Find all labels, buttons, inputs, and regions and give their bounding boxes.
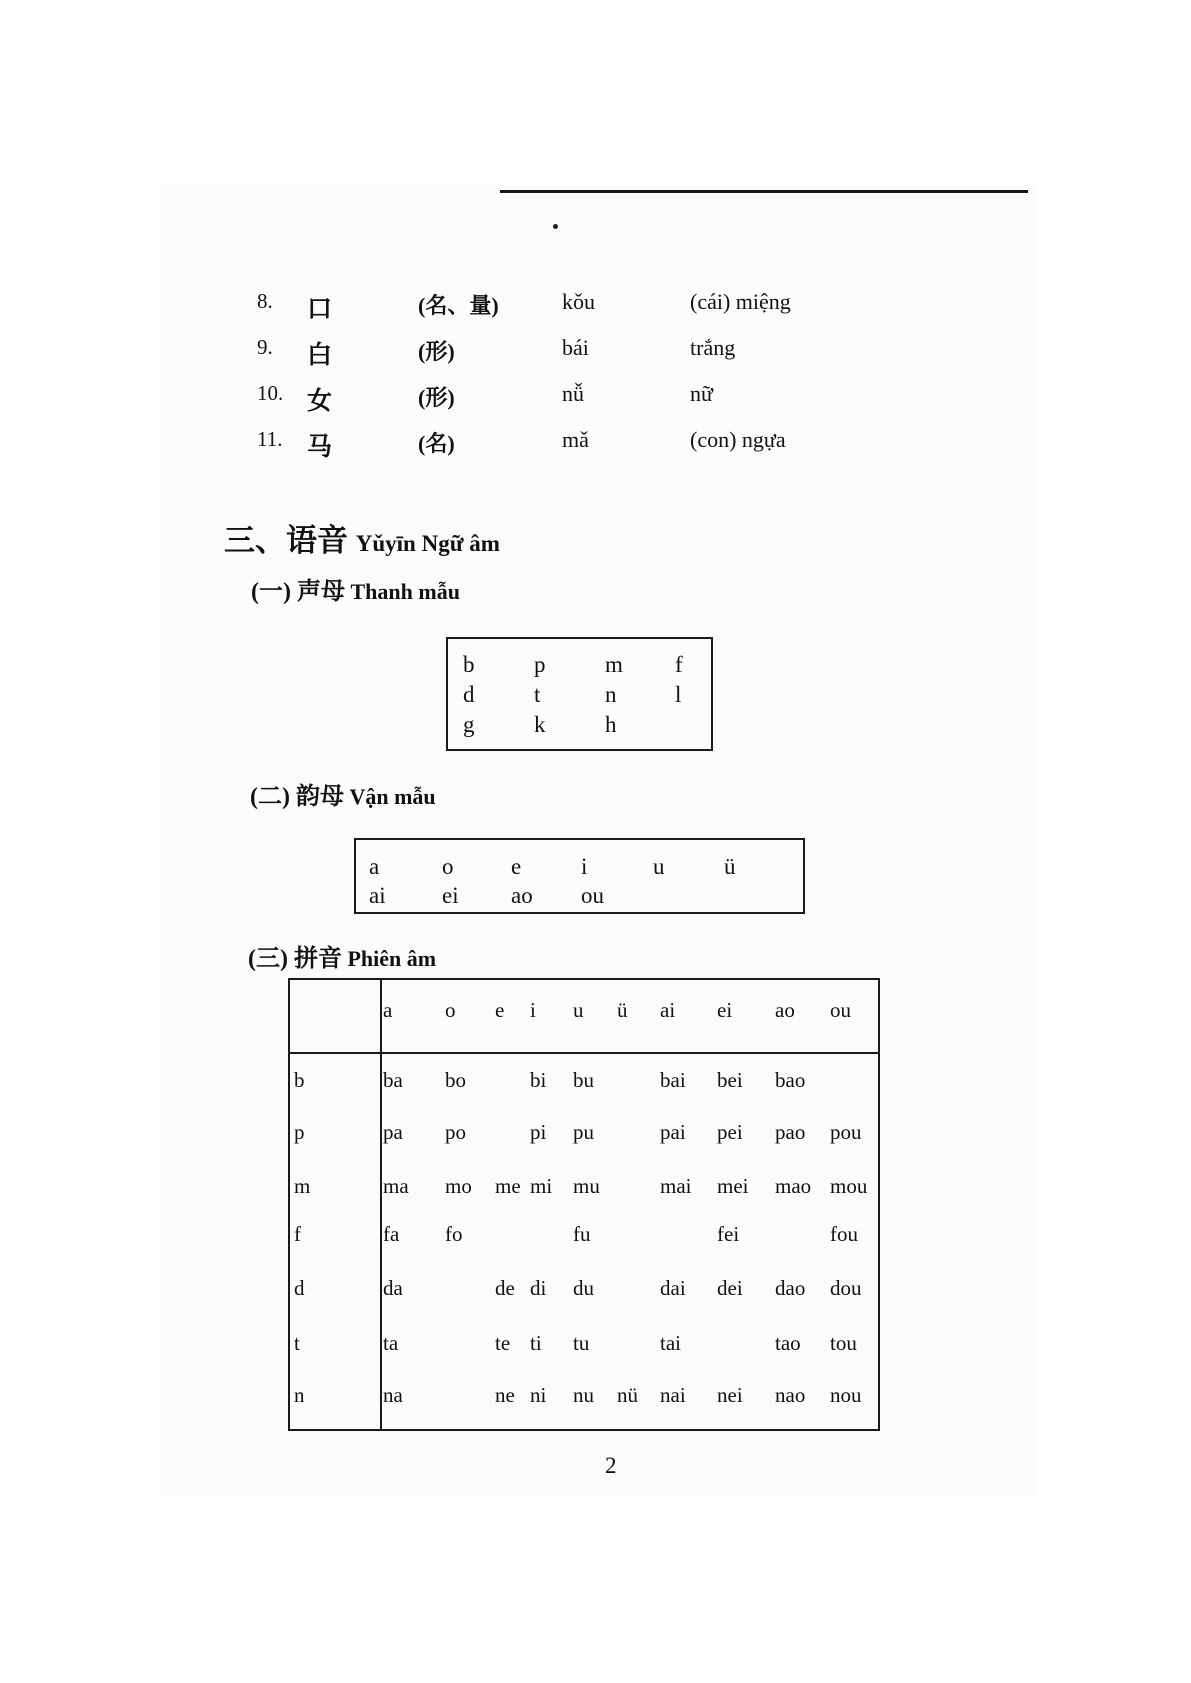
vocab-part-of-speech: (名) bbox=[418, 431, 455, 456]
table-divider bbox=[380, 980, 382, 1429]
top-rule bbox=[500, 190, 1028, 193]
syllable-cell: nai bbox=[660, 1383, 686, 1407]
syllable-cell: mu bbox=[573, 1174, 600, 1198]
final: ü bbox=[724, 854, 736, 879]
pinyin-heading-chinese: (三) 拼音 bbox=[248, 946, 342, 972]
syllable-cell: da bbox=[383, 1276, 403, 1300]
vocab-meaning: trắng bbox=[690, 335, 736, 360]
syllable-cell: po bbox=[445, 1120, 466, 1144]
syllable-cell: pa bbox=[383, 1120, 403, 1144]
initials-heading-latin: Thanh mẫu bbox=[350, 579, 460, 604]
syllable-cell: di bbox=[530, 1276, 547, 1300]
syllable-cell: bei bbox=[717, 1068, 743, 1092]
row-initial: f bbox=[294, 1222, 301, 1246]
syllable-cell: nao bbox=[775, 1383, 806, 1407]
final: ei bbox=[442, 883, 459, 908]
speck bbox=[553, 224, 558, 229]
syllable-cell: ne bbox=[495, 1383, 515, 1407]
syllable-cell: ma bbox=[383, 1174, 409, 1198]
initials-heading-chinese: (一) 声母 bbox=[251, 579, 345, 605]
row-initial: m bbox=[294, 1174, 311, 1198]
vocab-row bbox=[0, 381, 1191, 421]
syllable-cell: bai bbox=[660, 1068, 686, 1092]
syllable-cell: mao bbox=[775, 1174, 812, 1198]
syllable-cell: mi bbox=[530, 1174, 553, 1198]
syllable-cell: mou bbox=[830, 1174, 868, 1198]
syllable-cell: dao bbox=[775, 1276, 806, 1300]
column-header: ai bbox=[660, 998, 676, 1022]
syllable-cell: mai bbox=[660, 1174, 692, 1198]
syllable-cell: ti bbox=[530, 1331, 542, 1355]
syllable-cell: tao bbox=[775, 1331, 801, 1355]
syllable-cell: tu bbox=[573, 1331, 590, 1355]
syllable-cell: na bbox=[383, 1383, 403, 1407]
final: u bbox=[653, 854, 665, 879]
initial: f bbox=[675, 652, 683, 677]
final: e bbox=[511, 854, 522, 879]
page-number: 2 bbox=[605, 1453, 617, 1478]
syllable-cell: ta bbox=[383, 1331, 399, 1355]
vocab-part-of-speech: (形) bbox=[418, 339, 455, 364]
vocab-character: 白 bbox=[307, 342, 333, 369]
vocab-meaning: (cái) miệng bbox=[690, 289, 791, 314]
syllable-cell: pou bbox=[830, 1120, 862, 1144]
syllable-cell: dei bbox=[717, 1276, 743, 1300]
row-initial: d bbox=[294, 1276, 305, 1300]
syllable-cell: nu bbox=[573, 1383, 594, 1407]
initial: l bbox=[675, 682, 682, 707]
initial: h bbox=[605, 712, 617, 737]
vocab-number: 11. bbox=[257, 427, 283, 451]
pinyin-heading-latin: Phiên âm bbox=[347, 946, 437, 971]
column-header: ao bbox=[775, 998, 795, 1022]
column-header: i bbox=[530, 998, 536, 1022]
final: o bbox=[442, 854, 454, 879]
finals-heading bbox=[250, 776, 436, 811]
vocab-row bbox=[0, 427, 1191, 467]
syllable-cell: fou bbox=[830, 1222, 858, 1246]
vocab-character: 马 bbox=[307, 434, 333, 461]
syllable-cell: pi bbox=[530, 1120, 547, 1144]
vocab-number: 9. bbox=[257, 335, 273, 359]
syllable-cell: ni bbox=[530, 1383, 547, 1407]
row-initial: t bbox=[294, 1331, 300, 1355]
initial: n bbox=[605, 682, 617, 707]
vocab-part-of-speech: (名、量) bbox=[418, 293, 499, 318]
vocab-row bbox=[0, 289, 1191, 329]
vocab-meaning: (con) ngựa bbox=[690, 427, 786, 452]
syllable-cell: mo bbox=[445, 1174, 472, 1198]
initial: b bbox=[463, 652, 475, 677]
syllable-cell: dai bbox=[660, 1276, 686, 1300]
column-header: ei bbox=[717, 998, 733, 1022]
initials-heading bbox=[251, 571, 460, 606]
vocab-pinyin: nǚ bbox=[562, 381, 584, 406]
initial: d bbox=[463, 682, 475, 707]
initial: p bbox=[534, 652, 546, 677]
syllable-cell: de bbox=[495, 1276, 515, 1300]
final: a bbox=[369, 854, 380, 879]
finals-box bbox=[354, 838, 805, 914]
syllable-cell: ba bbox=[383, 1068, 403, 1092]
final: ai bbox=[369, 883, 386, 908]
syllable-cell: bu bbox=[573, 1068, 594, 1092]
table-divider bbox=[290, 1052, 878, 1054]
syllable-cell: fo bbox=[445, 1222, 463, 1246]
finals-heading-latin: Vận mẫu bbox=[349, 784, 436, 809]
initial: m bbox=[605, 652, 623, 677]
vocab-character: 女 bbox=[307, 388, 333, 415]
initial: t bbox=[534, 682, 541, 707]
syllable-cell: pai bbox=[660, 1120, 686, 1144]
column-header: e bbox=[495, 998, 505, 1022]
syllable-cell: mei bbox=[717, 1174, 749, 1198]
syllable-cell: bi bbox=[530, 1068, 547, 1092]
syllable-cell: me bbox=[495, 1174, 521, 1198]
syllable-cell: fu bbox=[573, 1222, 591, 1246]
vocab-part-of-speech: (形) bbox=[418, 385, 455, 410]
final: ao bbox=[511, 883, 533, 908]
syllable-cell: te bbox=[495, 1331, 511, 1355]
column-header: o bbox=[445, 998, 456, 1022]
column-header: ü bbox=[617, 998, 628, 1022]
syllable-cell: tou bbox=[830, 1331, 857, 1355]
syllable-cell: fa bbox=[383, 1222, 400, 1246]
row-initial: p bbox=[294, 1120, 305, 1144]
syllable-cell: pao bbox=[775, 1120, 806, 1144]
syllable-cell: pu bbox=[573, 1120, 594, 1144]
section-heading-chinese: 三、语音 bbox=[224, 523, 348, 558]
row-initial: b bbox=[294, 1068, 305, 1092]
syllable-cell: nou bbox=[830, 1383, 862, 1407]
vocab-pinyin: mǎ bbox=[562, 427, 589, 452]
syllable-cell: nei bbox=[717, 1383, 743, 1407]
syllable-cell: nü bbox=[617, 1383, 638, 1407]
vocab-row bbox=[0, 335, 1191, 375]
syllable-cell: bao bbox=[775, 1068, 806, 1092]
row-initial: n bbox=[294, 1383, 305, 1407]
pinyin-heading bbox=[248, 938, 436, 973]
syllable-cell: dou bbox=[830, 1276, 862, 1300]
syllable-cell: pei bbox=[717, 1120, 743, 1144]
vocab-pinyin: bái bbox=[562, 335, 589, 360]
initials-box bbox=[446, 637, 713, 751]
finals-heading-chinese: (二) 韵母 bbox=[250, 784, 344, 810]
pinyin-table bbox=[288, 978, 880, 1431]
vocab-number: 10. bbox=[257, 381, 284, 405]
vocab-pinyin: kǒu bbox=[562, 289, 595, 314]
initial: g bbox=[463, 712, 475, 737]
final: i bbox=[581, 854, 588, 879]
vocab-character: 口 bbox=[307, 296, 333, 323]
syllable-cell: tai bbox=[660, 1331, 681, 1355]
vocab-number: 8. bbox=[257, 289, 273, 313]
column-header: ou bbox=[830, 998, 851, 1022]
section-heading-latin: Yǔyīn Ngữ âm bbox=[355, 531, 500, 556]
syllable-cell: fei bbox=[717, 1222, 740, 1246]
vocab-meaning: nữ bbox=[690, 381, 713, 406]
syllable-cell: bo bbox=[445, 1068, 466, 1092]
final: ou bbox=[581, 883, 604, 908]
column-header: a bbox=[383, 998, 393, 1022]
section-heading bbox=[224, 515, 500, 560]
column-header: u bbox=[573, 998, 584, 1022]
syllable-cell: du bbox=[573, 1276, 594, 1300]
initial: k bbox=[534, 712, 546, 737]
